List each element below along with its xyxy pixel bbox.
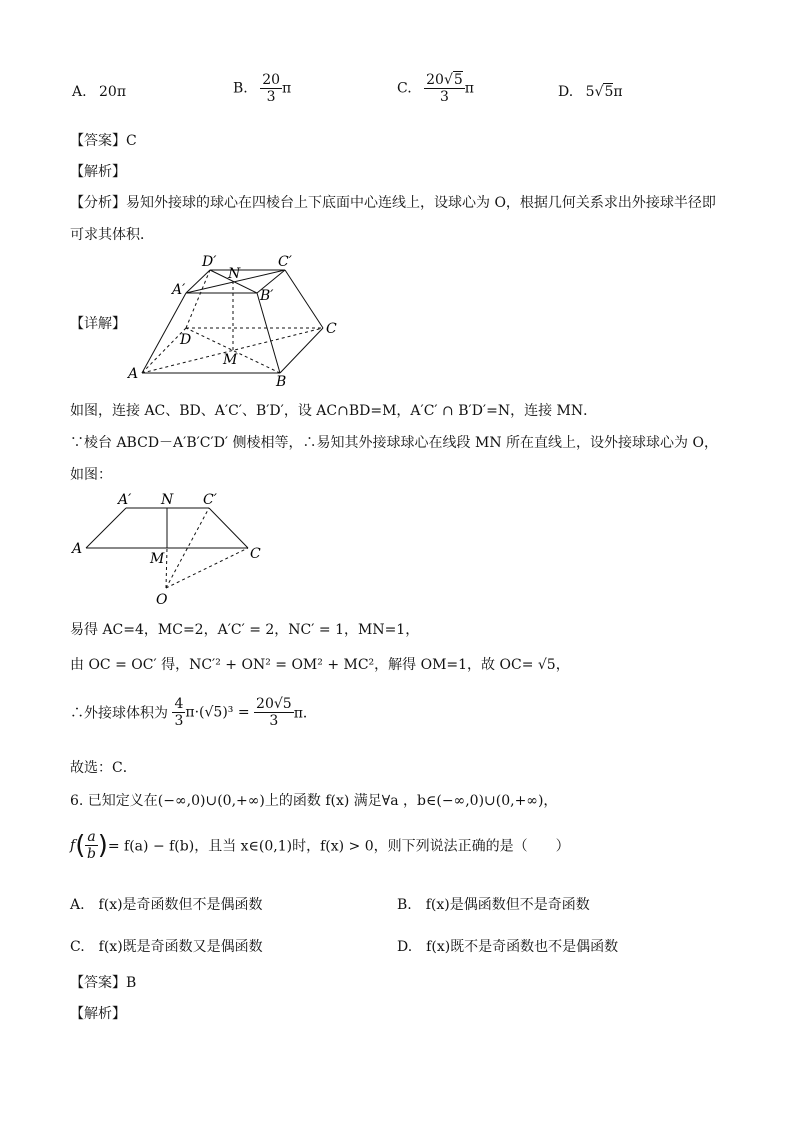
label-ap: A′: [118, 492, 132, 508]
label-cp: C′: [203, 492, 217, 508]
fraction-num: 4: [174, 696, 184, 712]
edge-ap-dp: [186, 270, 210, 293]
label-bp: B′: [260, 288, 274, 304]
volume-mid: π·(√5)³ =: [185, 704, 250, 721]
option-b-pi: π: [282, 80, 292, 97]
q5-calc-line3: [70, 696, 317, 729]
q5-fenxi-line1: [70, 192, 716, 212]
label-n: N: [228, 266, 241, 282]
option-c-label: C.: [397, 80, 412, 97]
q5-line3: 如图：: [70, 467, 112, 483]
option-b-fraction: [260, 72, 282, 105]
option-c-denominator: 3: [440, 89, 449, 105]
label-c: C: [250, 546, 261, 562]
edge-b-bp: [257, 293, 280, 373]
label-a: A: [72, 541, 83, 557]
option-c-radicand: 5: [453, 72, 463, 88]
option-d-value: 5√5π: [585, 84, 623, 100]
q5-calc-line1: 易得 AC=4，MC=2，A′C′ = 2，NC′ = 1，MN=1，: [70, 622, 420, 638]
option-a: [72, 84, 126, 100]
option-b-numerator: 20: [262, 72, 281, 88]
q5-detail-tag: 【详解】: [70, 316, 126, 332]
result-num: 20√5: [256, 696, 292, 712]
edge-b-c: [280, 328, 323, 373]
option-d-radicand: 5: [604, 84, 614, 100]
option-a-label: A.: [72, 84, 87, 100]
label-c: C: [326, 321, 337, 337]
edge-c-cp: [285, 270, 323, 328]
q5-calc-line2: 由 OC = OC′ 得，NC′² + ON² = OM² + MC²，解得 OM=1，故 OC= √5，: [70, 657, 570, 673]
option-d-pi: π: [613, 84, 623, 100]
q6-option-d: D. f(x)既不是奇函数也不是偶函数: [397, 939, 619, 955]
q6-answer-tag: 【答案】: [70, 975, 126, 991]
q6-option-c: C. f(x)既是奇函数又是偶函数: [70, 939, 263, 955]
option-c: [397, 72, 474, 105]
q6-a-over-b: [85, 829, 97, 862]
answer-tag: 【答案】: [70, 133, 126, 149]
label-ap: A′: [172, 282, 186, 298]
q6-frac-b: b: [87, 846, 96, 862]
edge-d-dp-hidden: [186, 270, 210, 328]
q6-frac-a: a: [87, 829, 96, 845]
label-m: M: [223, 352, 238, 368]
q6-stem-rest: = f(a) − f(b)，且当 x∈(0,1)时，f(x) > 0，则下列说法正确的是（ ）: [107, 838, 570, 855]
label-cp: C′: [278, 254, 292, 270]
q6-stem-line1: 6. 已知定义在(−∞,0)∪(0,+∞)上的函数 f(x) 满足∀a ，b∈(−∞,0)∪(0,+∞)，: [70, 793, 558, 809]
fenxi-text: 易知外接球的球心在四棱台上下底面中心连线上，设球心为 O，根据几何关系求出外接球半径即: [126, 195, 716, 211]
q6-analysis-tag: 【解析】: [70, 1006, 126, 1022]
q5-choose: 故选：C．: [70, 760, 137, 776]
cross-section-figure: [66, 490, 276, 610]
volume-tail: π．: [293, 705, 317, 722]
label-o: O: [156, 592, 168, 608]
option-b-label: B.: [233, 80, 248, 97]
result-fraction: [254, 696, 294, 729]
option-a-value: 20π: [99, 84, 127, 100]
q5-line2: ∵棱台 ABCD－A′B′C′D′ 侧棱相等，∴易知其外接球球心在线段 MN 所在直线上，设外接球球心为 O，: [70, 435, 718, 451]
option-d-label: D.: [558, 84, 574, 100]
option-b-denominator: 3: [266, 89, 276, 105]
option-c-coef: 20: [426, 72, 444, 88]
q6-answer: [70, 972, 136, 992]
label-dp: D′: [202, 254, 217, 270]
fenxi-tag: 【分析】: [70, 195, 126, 211]
option-c-fraction: [424, 72, 465, 105]
paren-right: ): [97, 830, 108, 861]
segment-o-m: [166, 548, 167, 588]
frustum-figure: [120, 250, 350, 390]
label-n: N: [161, 492, 174, 508]
label-m: M: [150, 551, 165, 567]
q5-answer: [70, 130, 137, 150]
option-b: [233, 72, 291, 105]
q6-f: f: [70, 837, 76, 854]
answer-value: C: [126, 133, 137, 149]
q5-fenxi-line2: 可求其体积．: [70, 227, 154, 243]
edge-a-ap: [86, 508, 126, 548]
q6-answer-value: B: [126, 975, 137, 991]
q5-line1: 如图，连接 AC、BD、A′C′、B′D′，设 AC∩BD=M，A′C′ ∩ B′D′=N，连接 MN．: [70, 403, 598, 419]
fraction-den: 3: [174, 713, 184, 729]
edge-c-cp: [209, 508, 248, 548]
q6-option-b: B. f(x)是偶函数但不是奇函数: [397, 897, 590, 913]
paren-left: (: [75, 830, 86, 861]
result-den: 3: [269, 713, 279, 729]
option-d: [558, 84, 623, 100]
option-c-pi: π: [464, 80, 474, 97]
segment-o-c: [166, 548, 248, 588]
four-thirds-fraction: [172, 696, 185, 729]
label-d: D: [180, 332, 192, 348]
option-d-coef: 5: [585, 84, 595, 100]
label-b: B: [276, 374, 287, 390]
q6-stem-line2: [70, 829, 570, 862]
option-c-numerator: 20√5: [426, 72, 463, 88]
q5-analysis-tag: 【解析】: [70, 164, 126, 180]
q6-option-a: A. f(x)是奇函数但不是偶函数: [70, 897, 263, 913]
volume-prefix: ∴外接球体积为: [70, 705, 168, 722]
label-a: A: [128, 366, 139, 382]
